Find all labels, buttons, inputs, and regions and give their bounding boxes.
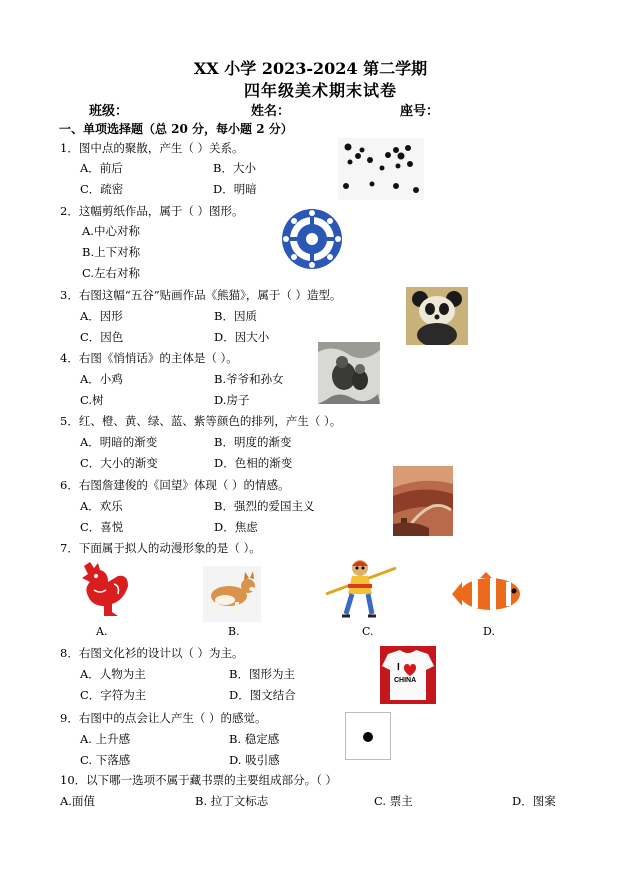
q3-option-d: D．因大小: [214, 330, 270, 344]
question-4: 4．右图《悄悄话》的主体是（ ）。: [60, 351, 238, 365]
q3-option-c: C．因色: [80, 330, 124, 344]
q5-option-d: D．色相的渐变: [214, 456, 293, 470]
papercut-rooster-image: [74, 560, 130, 620]
q9-option-b: B. 稳定感: [229, 732, 280, 746]
q10-option-d: D．图案: [512, 794, 556, 808]
q4-option-a: A．小鸡: [80, 372, 123, 386]
class-label: 班级：: [89, 104, 129, 119]
question-9: 9．右图中的点会让人产生（ ）的感觉。: [60, 711, 267, 725]
q10-option-c: C. 票主: [374, 794, 413, 808]
question-6: 6．右图詹建俊的《回望》体现（ ）的情感。: [60, 478, 290, 492]
culture-tshirt-image: [380, 646, 436, 704]
question-1: 1．图中点的聚散，产生（ ）关系。: [60, 141, 244, 155]
great-wall-painting-image: [393, 466, 453, 536]
q4-option-b: B.爷爷和孙女: [214, 372, 284, 386]
tshirt-text-china: CHINA: [394, 677, 417, 684]
tshirt-text-i: I: [397, 662, 400, 673]
clownfish-image: [450, 572, 526, 616]
question-2: 2．这幅剪纸作品，属于（ ）图形。: [60, 204, 244, 218]
q8-option-b: B．图形为主: [229, 667, 295, 681]
q8-option-a: A．人物为主: [80, 667, 146, 681]
q3-option-b: B．因质: [214, 309, 257, 323]
monkey-king-image: [322, 554, 400, 624]
q7-option-a: A.: [96, 625, 108, 638]
q9-option-c: C. 下落感: [80, 753, 131, 767]
q2-option-b: B.上下对称: [82, 245, 141, 259]
q4-option-d: D.房子: [214, 393, 250, 407]
question-7: 7．下面属于拟人的动漫形象的是（ ）。: [60, 541, 261, 555]
seat-label: 座号：: [400, 104, 440, 119]
q3-option-a: A．因形: [80, 309, 123, 323]
q9-option-d: D. 吸引感: [229, 753, 280, 767]
q2-option-c: C.左右对称: [82, 266, 141, 280]
question-5: 5．红、橙、黄、绿、蓝、紫等颜色的排列，产生（ ）。: [60, 414, 342, 428]
single-dot-image: [345, 712, 391, 760]
whisper-painting-image: [318, 342, 380, 404]
question-10: 10．以下哪一选项不属于藏书票的主要组成部分。（ ）: [60, 773, 338, 787]
q5-option-c: C．大小的渐变: [80, 456, 158, 470]
q1-option-d: D．明暗: [213, 182, 257, 196]
q6-option-d: D．焦虑: [214, 520, 258, 534]
q7-option-b: B.: [228, 625, 240, 638]
name-label: 姓名：: [251, 104, 291, 119]
exam-title-line2: 四年级美术期末试卷: [243, 81, 397, 100]
q6-option-a: A．欢乐: [80, 499, 123, 513]
corgi-dog-image: [203, 566, 261, 622]
dots-scatter-image: [338, 138, 424, 200]
question-8: 8．右图文化衫的设计以（ ）为主。: [60, 646, 244, 660]
q5-option-b: B．明度的渐变: [214, 435, 292, 449]
q6-option-c: C．喜悦: [80, 520, 124, 534]
grain-panda-image: [406, 287, 468, 345]
papercut-snowflake-image: [280, 205, 344, 273]
q10-option-a: A.面值: [60, 794, 95, 808]
q7-option-d: D.: [483, 625, 495, 638]
section-heading: 一、单项选择题（总 20 分，每小题 2 分）: [59, 122, 293, 136]
q9-option-a: A. 上升感: [80, 732, 131, 746]
q7-option-c: C.: [362, 625, 374, 638]
q8-option-d: D．图文结合: [229, 688, 296, 702]
question-3: 3．右图这幅“五谷”贴画作品《熊猫》，属于（ ）造型。: [60, 288, 342, 302]
q1-option-b: B．大小: [213, 161, 256, 175]
q10-option-b: B. 拉丁文标志: [195, 794, 269, 808]
q2-option-a: A.中心对称: [82, 224, 140, 238]
q8-option-c: C．字符为主: [80, 688, 147, 702]
q1-option-a: A．前后: [80, 161, 123, 175]
q4-option-c: C.树: [80, 393, 104, 407]
exam-title-line1: XX 小学 2023-2024 第二学期: [193, 59, 428, 78]
q1-option-c: C．疏密: [80, 182, 124, 196]
q5-option-a: A．明暗的渐变: [80, 435, 158, 449]
q6-option-b: B．强烈的爱国主义: [214, 499, 315, 513]
